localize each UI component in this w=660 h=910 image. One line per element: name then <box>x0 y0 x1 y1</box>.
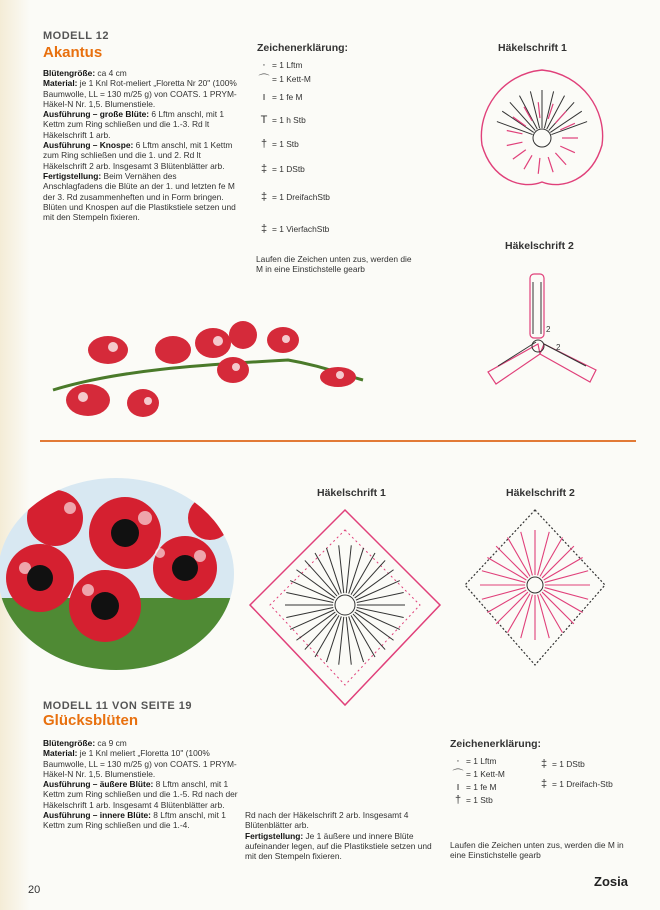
paragraph <box>43 140 238 171</box>
legend-label: = 1 Dreifach-Stb <box>552 779 613 789</box>
legend-label: = 1 Lftm <box>272 60 303 70</box>
paragraph-label: Material: <box>43 748 78 759</box>
paragraph-label: Ausführung – innere Blüte: <box>43 810 151 821</box>
paragraph-text: 8 Lftm anschl, mit 1 Kettm zum Ring schließen und die 1.-5. Rd nach der Häkelschrift 1 arb. Insgesamt 4 Blütenblätter arb. <box>43 779 238 810</box>
legend-label: = 1 Stb <box>272 139 299 149</box>
legend-label: = 1 fe M <box>466 781 497 792</box>
page-number: 20 <box>28 884 41 896</box>
legend-label: = 1 Kett-M <box>272 74 311 84</box>
slip-stitch-icon: ⌒ <box>258 74 270 86</box>
legend-item <box>450 767 540 780</box>
model-title: Glücksblüten <box>43 712 139 729</box>
instructions-text <box>43 738 238 831</box>
svg-text:2: 2 <box>556 343 561 352</box>
stitch-legend <box>256 58 406 246</box>
legend-item <box>536 774 636 794</box>
stitch-legend-left <box>450 754 540 806</box>
legend-item <box>536 754 636 774</box>
legend-note: Laufen die Zeichen unten zus, werden die M in eine Einstichstelle gearb <box>450 840 624 861</box>
legend-label: = 1 Kett-M <box>466 768 505 779</box>
triple-treble-icon: ‡ <box>540 778 548 790</box>
paragraph <box>43 171 238 222</box>
legend-title: Zeichenerklärung: <box>257 42 349 54</box>
diagram-title: Häkelschrift 1 <box>317 487 386 499</box>
chain-icon: · <box>456 754 460 767</box>
instructions-text-continued <box>245 810 435 861</box>
single-crochet-icon: ı <box>456 780 460 793</box>
brand-logo: Zosia <box>594 874 628 889</box>
legend-label: = 1 Stb <box>466 794 493 805</box>
half-double-icon: T <box>260 114 268 126</box>
paragraph <box>43 810 238 831</box>
slip-stitch-icon: ⌒ <box>452 768 464 781</box>
paragraph-label: Material: <box>43 78 78 89</box>
model-number: MODELL 12 <box>43 30 110 42</box>
paragraph-text: je 1 Knl Rot-meliert „Floretta Nr 20" (100% Baumwolle, LL = 130 m/25 g) von COATS. 1 PRYM-Häkel-N Nr. 1,5. Blumenstiele. <box>43 78 237 109</box>
paragraph <box>43 779 238 810</box>
stitch-legend-right <box>536 754 636 794</box>
paragraph-text: 6 Lftm anschl, mit 1 Kettm zum Ring schließen und die 1.-3. Rd lt Häkelschrift 1 arb. <box>43 109 225 140</box>
section-divider <box>40 440 636 442</box>
svg-text:2: 2 <box>546 325 551 334</box>
paragraph <box>245 810 435 831</box>
double-crochet-icon: † <box>260 138 268 150</box>
paragraph-label: Fertigstellung: <box>245 830 304 841</box>
legend-item <box>256 72 406 86</box>
legend-title: Zeichenerklärung: <box>450 738 542 750</box>
paragraph-text: Je 1 äußere und innere Blüte aufeinander legen, auf die Plastikstiele setzen und mit den Stempeln fixieren. <box>245 830 432 862</box>
page-margin-strip <box>0 0 30 910</box>
paragraph <box>245 831 435 862</box>
quad-treble-icon: ‡ <box>260 223 268 235</box>
legend-item <box>256 212 406 246</box>
paragraph-text: Beim Vernähen des Anschlagfadens die Blüte an der 1. und letzten fe M der 3. Rd zusammenheften und in Form bringen. Blüten und Knospen auf die Plastikstiele setzen und mit den Stempeln fixieren. <box>43 170 236 223</box>
paragraph-label: Ausführung – äußere Blüte: <box>43 779 154 790</box>
paragraph-label: Blütengröße: <box>43 68 96 78</box>
paragraph <box>43 109 238 140</box>
legend-label: = 1 h Stb <box>272 115 306 125</box>
paragraph <box>43 738 238 748</box>
paragraph <box>43 78 238 109</box>
legend-label: = 1 DStb <box>272 164 305 174</box>
paragraph-label: Blütengröße: <box>43 738 96 748</box>
gluecksblueten-photo <box>0 478 238 674</box>
legend-label: = 1 DStb <box>552 759 585 769</box>
model-title: Akantus <box>43 44 103 61</box>
paragraph-label: Ausführung – große Blüte: <box>43 109 150 120</box>
chain-icon: · <box>262 59 266 71</box>
legend-label: = 1 VierfachStb <box>272 224 330 234</box>
legend-item <box>450 793 540 806</box>
legend-item <box>256 86 406 108</box>
paragraph <box>43 68 238 78</box>
model-number: MODELL 11 VON SEITE 19 <box>43 700 192 712</box>
crochet-chart-outer-flower <box>245 505 445 710</box>
akantus-photo <box>48 305 378 430</box>
legend-item <box>256 182 406 212</box>
paragraph-label: Fertigstellung: <box>43 170 102 181</box>
paragraph-text: ca 4 cm <box>95 68 127 78</box>
legend-label: = 1 DreifachStb <box>272 192 330 202</box>
crochet-chart-bud <box>478 262 608 392</box>
legend-item <box>256 132 406 156</box>
legend-label: = 1 fe M <box>272 92 303 102</box>
legend-item <box>256 58 406 72</box>
single-crochet-icon: ı <box>262 91 266 103</box>
legend-item <box>450 780 540 793</box>
diagram-title: Häkelschrift 2 <box>506 487 575 499</box>
crochet-chart-inner-flower <box>460 505 610 675</box>
treble-crochet-icon: ‡ <box>260 163 268 175</box>
paragraph <box>43 748 238 779</box>
treble-crochet-icon: ‡ <box>540 758 548 770</box>
legend-item <box>256 108 406 132</box>
triple-treble-icon: ‡ <box>260 191 268 203</box>
paragraph-text: je 1 Knl meliert „Floretta 10" (100% Baumwolle, LL = 130 m/25 g) von COATS. 1 PRYM-Häkel-N Nr. 1,5. Blumenstiele. <box>43 748 237 779</box>
diagram-title: Häkelschrift 1 <box>498 42 567 54</box>
diagram-title: Häkelschrift 2 <box>505 240 574 252</box>
paragraph-text: 8 Lftm anschl, mit 1 Kettm zum Ring schließen und die 1.-4. <box>43 810 226 831</box>
paragraph-text: ca 9 cm <box>95 738 127 748</box>
legend-label: = 1 Lftm <box>466 755 497 766</box>
double-crochet-icon: † <box>454 793 462 806</box>
crochet-chart-petal <box>462 60 622 200</box>
legend-note: Laufen die Zeichen unten zus, werden die M in eine Einstichstelle gearb <box>256 254 412 275</box>
legend-item <box>256 156 406 182</box>
paragraph-text: 6 Lftm anschl, mit 1 Kettm zum Ring schließen und die 1. und 2. Rd lt Häkelschrift 2 arb. Insgesamt 3 Blütenblätter arb. <box>43 140 233 171</box>
instructions-text <box>43 68 238 222</box>
paragraph-label: Ausführung – Knospe: <box>43 140 134 151</box>
paragraph-text: Rd nach der Häkelschrift 2 arb. Insgesamt 4 Blütenblätter arb. <box>245 810 409 831</box>
